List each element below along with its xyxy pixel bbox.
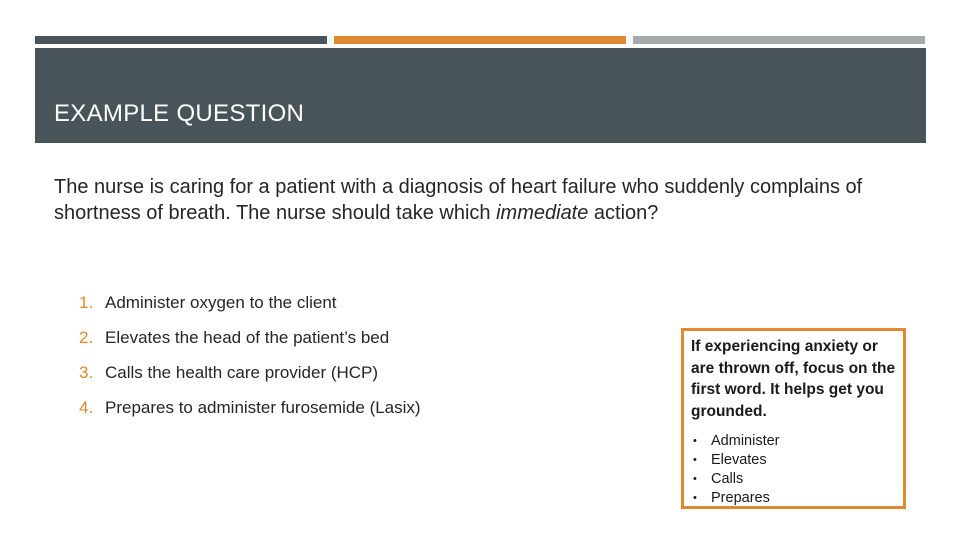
option-text: Administer oxygen to the client (105, 293, 337, 312)
bullet-icon: • (693, 473, 697, 485)
tip-item-label: Elevates (711, 452, 767, 468)
answer-option (79, 291, 639, 326)
option-text: Prepares to administer furosemide (Lasix) (105, 398, 421, 417)
option-number: 1. (79, 293, 94, 312)
bullet-icon: • (693, 454, 697, 466)
option-number: 3. (79, 363, 94, 382)
question-text-end: action? (588, 202, 659, 224)
title-band (35, 48, 926, 143)
answer-option (79, 396, 639, 431)
accent-bar-orange (334, 36, 626, 44)
answer-option (79, 361, 639, 396)
accent-bar-dark (35, 36, 327, 44)
tip-item-label: Prepares (711, 490, 770, 506)
tip-list-item (691, 489, 896, 508)
option-text: Calls the health care provider (HCP) (105, 363, 379, 382)
option-text: Elevates the head of the patient’s bed (105, 328, 390, 347)
question-text (54, 174, 904, 226)
question-emphasis: immediate (496, 202, 589, 224)
slide-title: EXAMPLE QUESTION (54, 100, 305, 127)
accent-bar-light (633, 36, 925, 44)
tip-list (691, 432, 896, 508)
tip-box (681, 328, 906, 509)
tip-item-label: Calls (711, 471, 744, 487)
option-number: 4. (79, 398, 94, 417)
bullet-icon: • (693, 435, 697, 447)
question-text-start: The nurse is caring for a patient with a diagnosis of heart failure who suddenly complains of shortness of breath. The nurse should take which (54, 176, 863, 224)
tip-list-item (691, 432, 896, 451)
option-number: 2. (79, 328, 94, 347)
tip-item-label: Administer (711, 433, 780, 449)
answer-option (79, 326, 639, 361)
answer-options (79, 291, 639, 431)
tip-list-item (691, 451, 896, 470)
bullet-icon: • (693, 492, 697, 504)
tip-list-item (691, 470, 896, 489)
tip-text: If experiencing anxiety or are thrown off, focus on the first word. It helps get you grounded. (691, 338, 896, 420)
